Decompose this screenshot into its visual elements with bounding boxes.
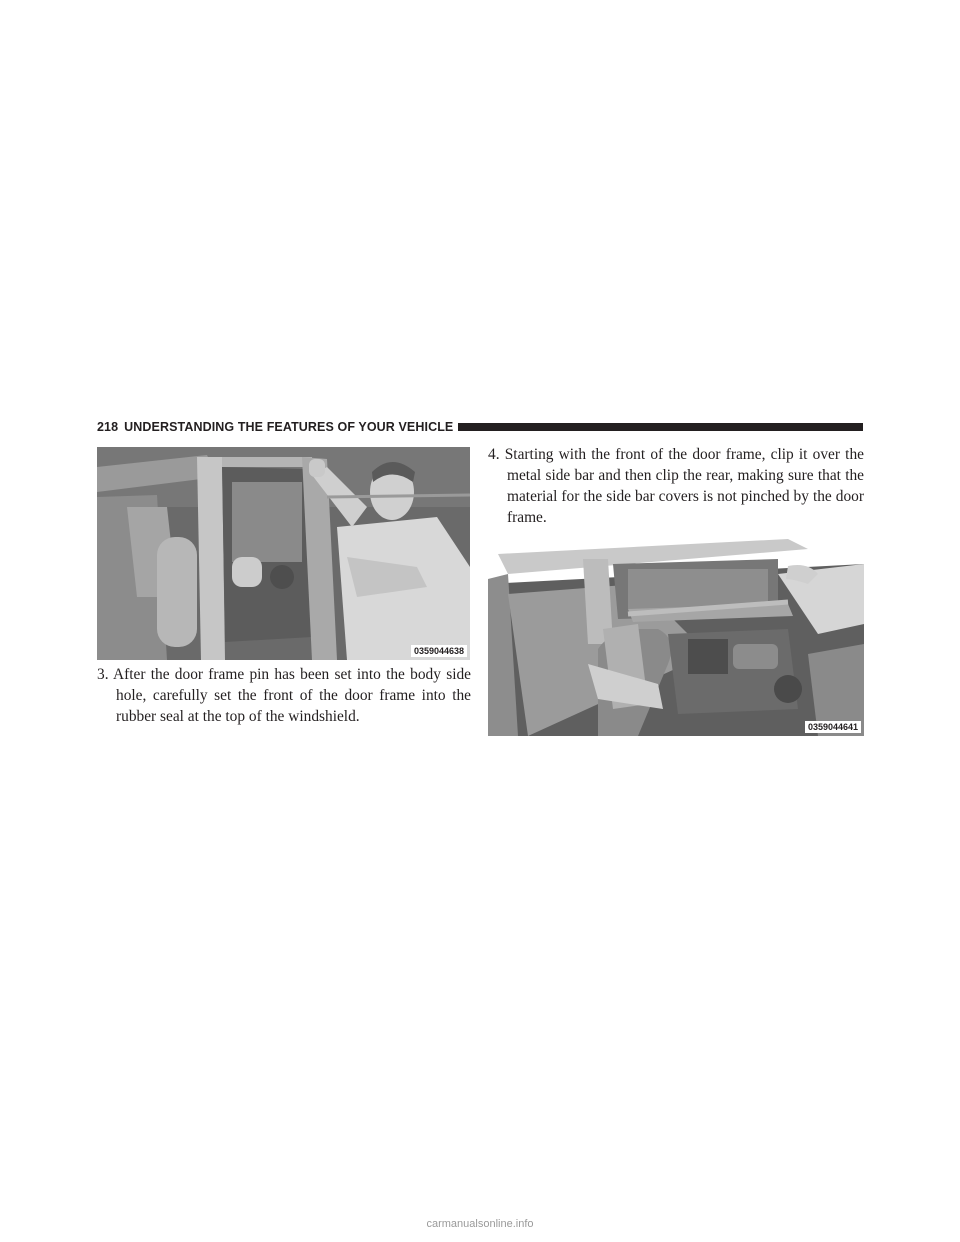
watermark: carmanualsonline.info <box>426 1218 534 1230</box>
step-3-number: 3. <box>97 666 109 683</box>
section-title: UNDERSTANDING THE FEATURES OF YOUR VEHICLE <box>124 420 454 434</box>
door-frame-pin-illustration <box>97 447 470 660</box>
header-rule <box>458 423 863 431</box>
step-4-paragraph <box>488 444 864 528</box>
page-header <box>97 418 863 436</box>
illustration-side-bar-clip <box>488 534 864 736</box>
step-3-text: After the door frame pin has been set into the body side hole, carefully set the front of the door frame into the rubber seal at the top of the windshield. <box>112 666 471 725</box>
figure-code: 0359044638 <box>411 645 467 657</box>
step-4 <box>488 444 864 528</box>
header-text <box>97 420 453 434</box>
page-number: 218 <box>97 420 119 434</box>
side-bar-clip-illustration <box>488 534 864 736</box>
step-3-paragraph <box>97 664 471 727</box>
illustration-door-frame-install <box>97 447 470 660</box>
step-4-text: Starting with the front of the door frame, clip it over the metal side bar and then clip the rear, making sure that the material for the side bar covers is not pinched by the door frame. <box>504 446 864 526</box>
step-3 <box>97 664 471 727</box>
step-4-number: 4. <box>488 446 500 463</box>
figure-code: 0359044641 <box>805 721 861 733</box>
